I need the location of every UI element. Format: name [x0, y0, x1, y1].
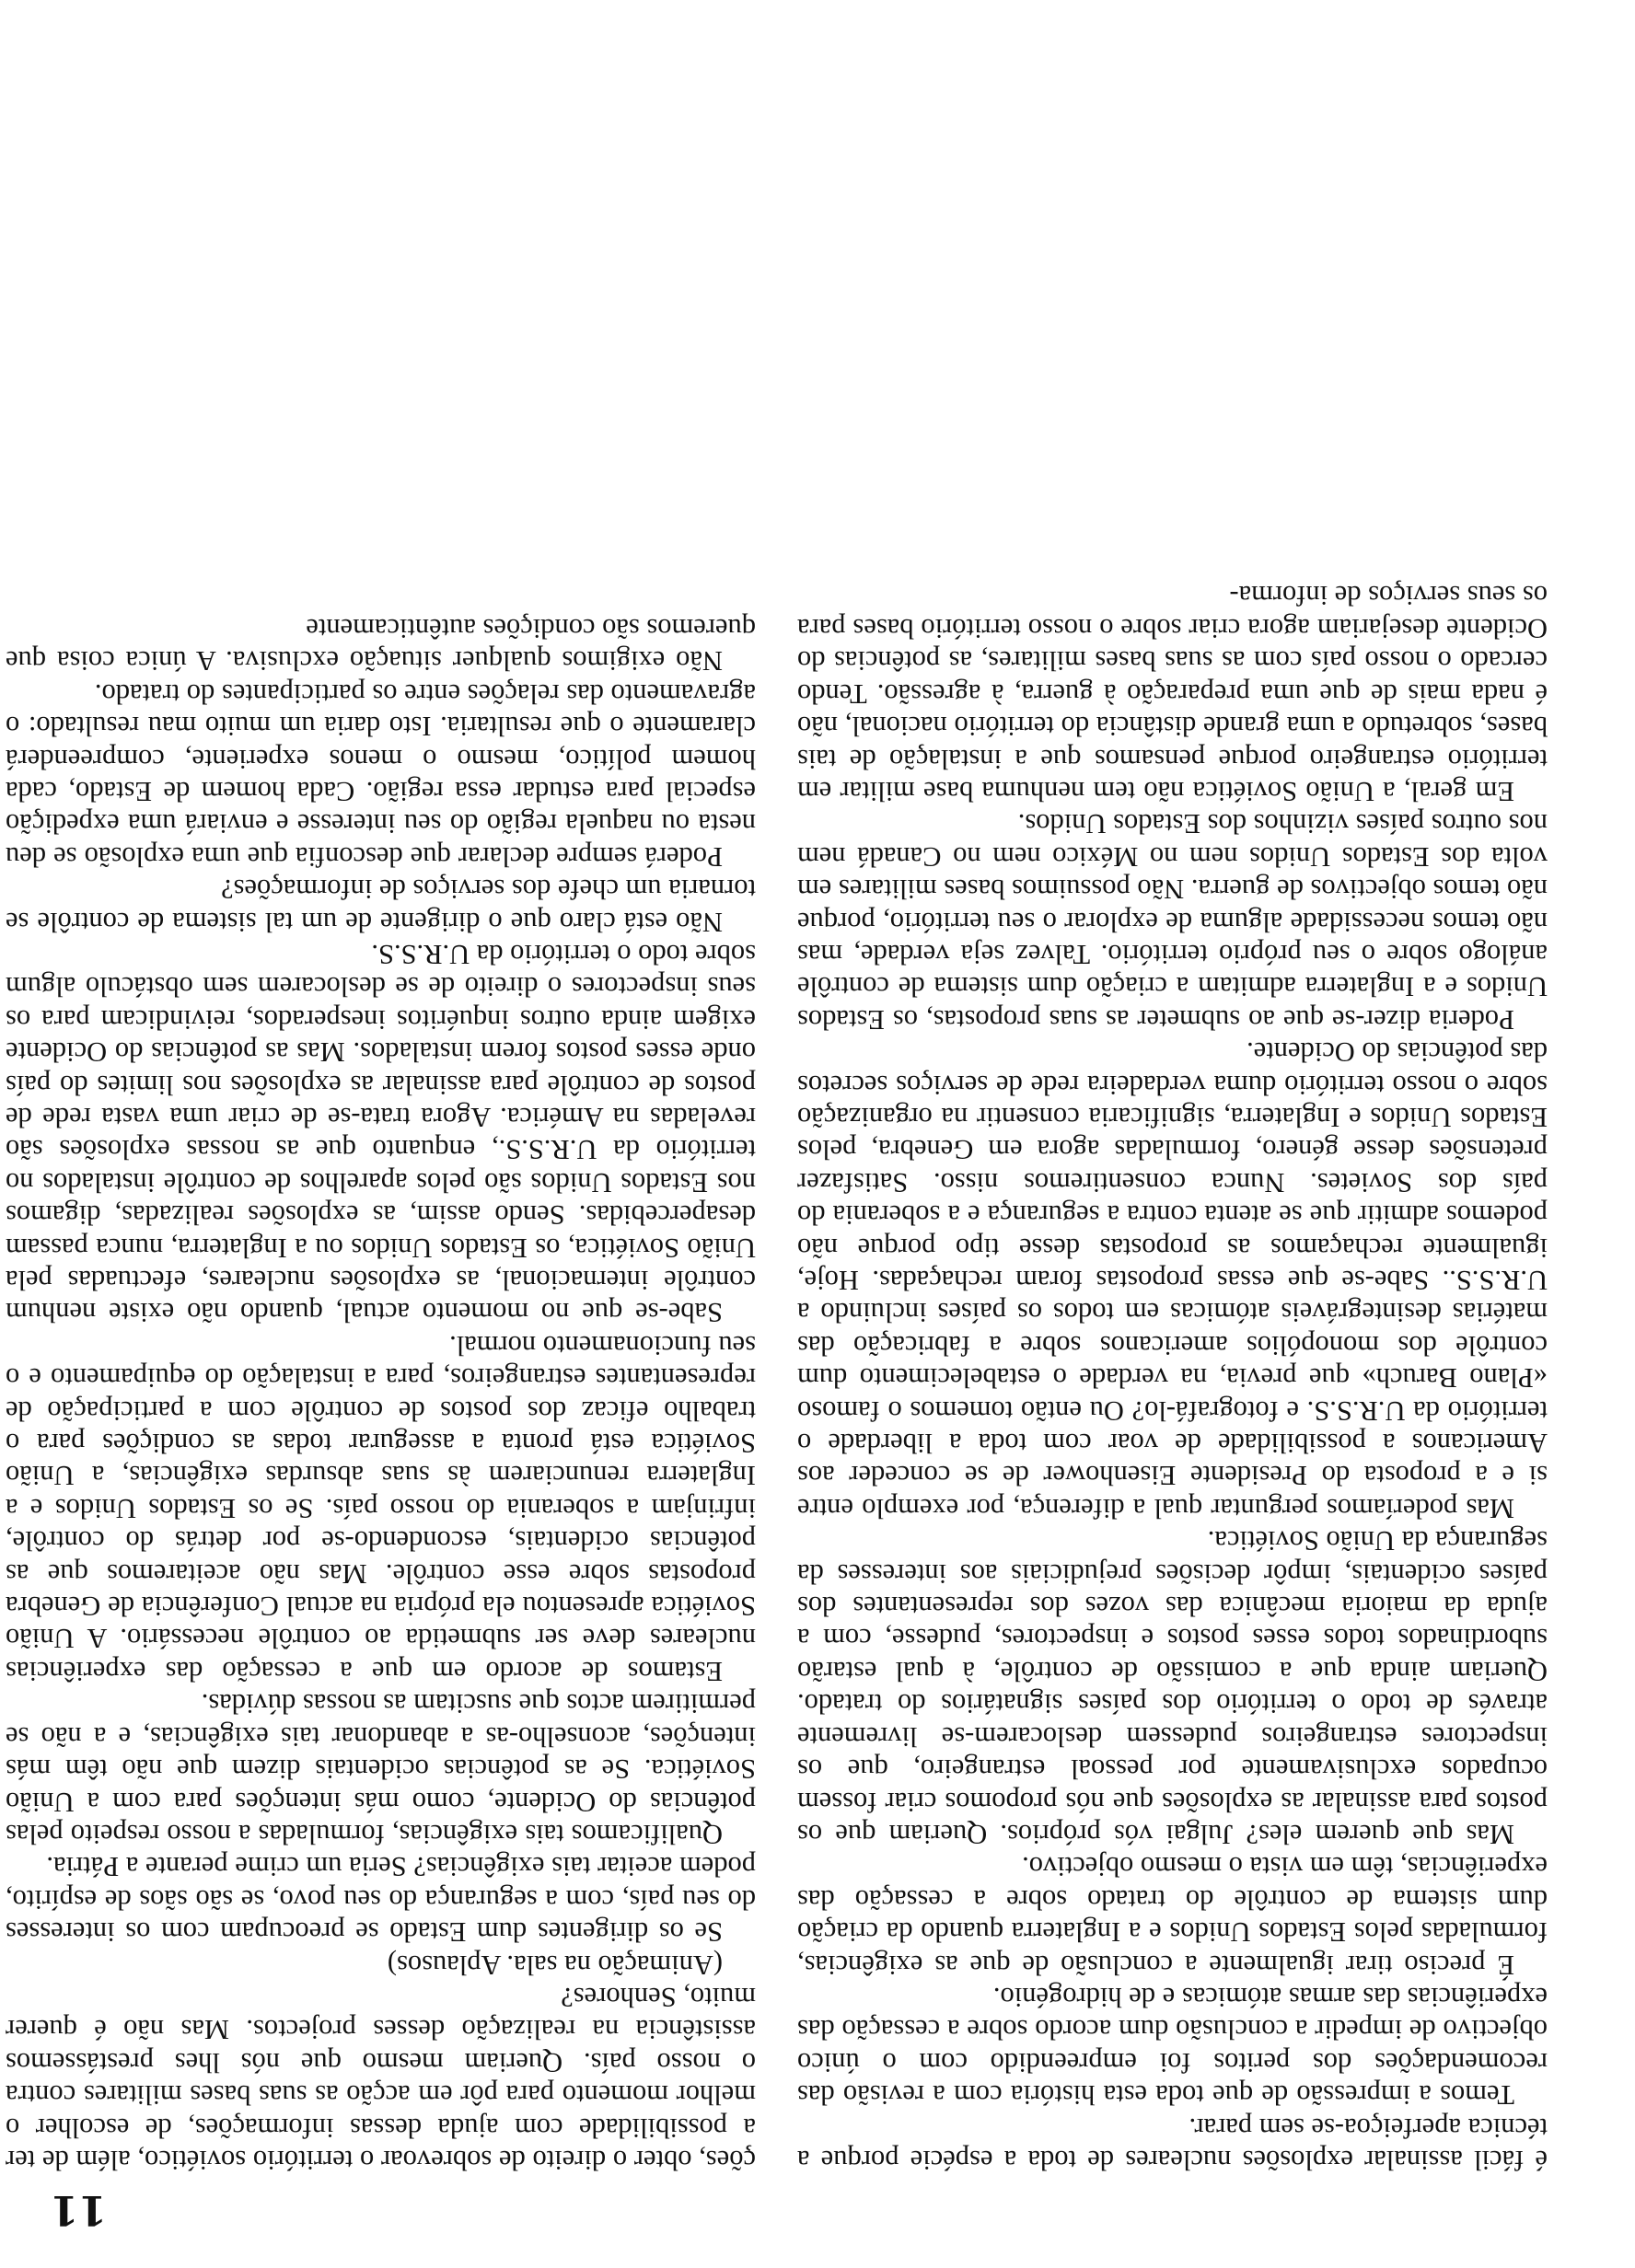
paragraph: Temos a impressão de que toda esta história com a revisão das recomendações dos peritos foi empreendido com o único objectivo de impedir a conclusão dum acordo sobre a cessação das experiências das armas atómicas e de hidrogénio. — [797, 1981, 1548, 2112]
applause-note: (Animação na sala. Aplausos) — [387, 1949, 723, 1981]
paragraph: Sabe-se que no momento actual, quando não existe nenhum contrôle internacional, as explosões nucleares, efectuadas pela União Soviética, os Estados Unidos ou a Inglaterra, nunca passam desapercebidas. Sendo assim, as explosões realizadas, digamos nos Estados Unidos são pelos aparelhos de contrôle instalados no território da U.R.S.S., enquanto que as nossas explosões são reveladas na América. Agora trata-se de criar uma vasta rede de postos de contrôle para assinalar as explosões nos limites do país onde esses postos forem instalados. Mas as potências do Ocidente exigem ainda outros inquéritos inesperados, reivindicam para os seus inspectores o direito de se deslocarem sem obstáculo algum sobre todo o território da U.R.S.S. — [6, 938, 756, 1329]
paragraph: Mas que querem eles? Julgai vós próprios. Queriam que os postos para assinalar as explosões que nós propomos criar fossem ocupados exclusivamente por pessoal estrangeiro, que os inspectores estrangeiros pudessem deslocarem-se livremente através de todo o território dos países signatários do tratado. Queriam ainda que a comissão de contrôle, à qual estarão subordinados todos esses postos e inspectores, pudesse, com a ajuda da maioria mecânica das vozes dos representantes dos países ocidentais, impôr decisões prejudiciais aos interesses da segurança da União Soviética. — [797, 1525, 1548, 1850]
paragraph: Não exigimos qualquer situação exclusiva. A única coisa que queremos são condições autênticamente — [6, 612, 756, 677]
paragraph: Poderá sempre declarar que desconfia que uma explosão se deu nesta ou naquela região do seu interesse e enviará uma expedição especial para estudar essa região. Cada homem de Estado, cada homem político, mesmo o menos experiente, compreenderá claramente o que resultaria. Isto daria um muito mau resultado: o agravamento das relações entre os participantes do tratado. — [6, 677, 756, 873]
paragraph: ções, obter o direito de sobrevoar o território soviético, além de ter a possibilidade com ajuda dessas informações, de escolher o melhor momento para pôr em acção as suas bases militares contra o nosso país. Queriam mesmo que nós lhes prestássemos assistência na realização desses projectos. Mas não é querer muito, Senhores? — [6, 1981, 756, 2176]
paragraph: Mas poderíamos perguntar qual a diferença, por exemplo entre si e a proposta do Presidente Eisenhower de se conceder aos Americanos a possibilidade de voar com toda a liberdade o território da U.R.S.S. e fotografá-lo? Ou então tomemos o famoso «Plano Baruch» que previa, na verdade o estabelecimento dum contrôle dos monopólios americanos sobre a fabricação das matérias desintegráveis atómicas em todos os países incluindo a U.R.S.S.. Sabe-se que essas propostas foram rechaçadas. Hoje, igualmente rechaçamos as propostas desse tipo porque não podemos admitir que se atenta contra a segurança e a soberania do país dos Sovietes. Nunca consentiremos nisso. Satisfazer pretensões desse género, formuladas agora em Genebra, pelos Estados Unidos e Inglaterra, significaria consentir na organização sobre o nosso território duma verdadeira rede de serviços secretos das potências do Ocidente. — [797, 1036, 1548, 1524]
page-number: 11 — [50, 2186, 107, 2233]
paragraph: É preciso tirar igualmente a conclusão de que as exigências, formuladas pelos Estados Unidos e a Inglaterra quando da criação dum sistema de contrôle do tratado sobre a cessação das experiências, têm em vista o mesmo objectivo. — [797, 1851, 1548, 1981]
paragraph: é fácil assinalar explosões nucleares de toda a espécie porque a técnica aperfeiçoa-se sem parar. — [797, 2112, 1548, 2176]
right-column — [6, 612, 756, 2177]
paragraph: Em geral, a União Soviética não tem nenhuma base militar em território estrangeiro porque pensamos que a instalação de tais bases, sobretudo a uma grande distância do território nacional, não é nada mais de que uma preparação à guerra, à agressão. Tendo cercado o nosso país com as suas bases militares, as potências do Ocidente desejariam agora criar sobre o nosso território bases para os seus serviços de informa- — [797, 580, 1548, 807]
paragraph: Se os dirigentes dum Estado se preocupam com os interesses do seu país, com a segurança do seu povo, se são sãos de espírito, podem aceitar tais exigências? Seria um crime perante a Pátria. — [6, 1851, 756, 1949]
paragraph: Qualificamos tais exigências, formuladas a nosso respeito pelas potências do Ocidente, como más intenções para com a União Soviética. Se as potências ocidentais dizem que não têm más intenções, aconselho-as a abandonar tais exigências, e a não se permitirem actos que suscitam as nossas dúvidas. — [6, 1688, 756, 1850]
paragraph: Poderia dizer-se que ao submeter as suas propostas, os Estados Unidos e a Inglaterra admitam a criação dum sistema de contrôle análogo sobre o seu próprio território. Talvez seja verdade, mas não temos necessidade alguma de explorar o seu território, porque não temos objectivos de guerra. Não possuimos bases militares em volta dos Estados Unidos nem no México nem no Canadá nem nos outros países vizinhos dos Estados Unidos. — [797, 808, 1548, 1036]
paragraph: Não está claro que o dirigente de um tal sistema de contrôle se tornaria um chefe dos serviços de informações? — [6, 874, 756, 938]
left-column — [797, 579, 1548, 2176]
paragraph: Estamos de acordo em que a cessação das experiências nucleares deve ser submetida ao contrôle necessário. A União Soviética apresentou ela própria na actual Conferência de Genebra propostas sobre esse contrôle. Mas não aceitaremos que as potências ocidentais, escondendo-se por detrás do contrôle, infrinjam a soberania do nosso país. Se os Estados Unidos e a Inglaterra renunciarem às suas absurdas exigências, a União Soviética está pronta a assegurar todas as condições para o trabalho eficaz dos postos de contrôle com a participação de representantes estrangeiros, para a instalação do equipamento e o seu funcionamento normal. — [6, 1329, 756, 1687]
